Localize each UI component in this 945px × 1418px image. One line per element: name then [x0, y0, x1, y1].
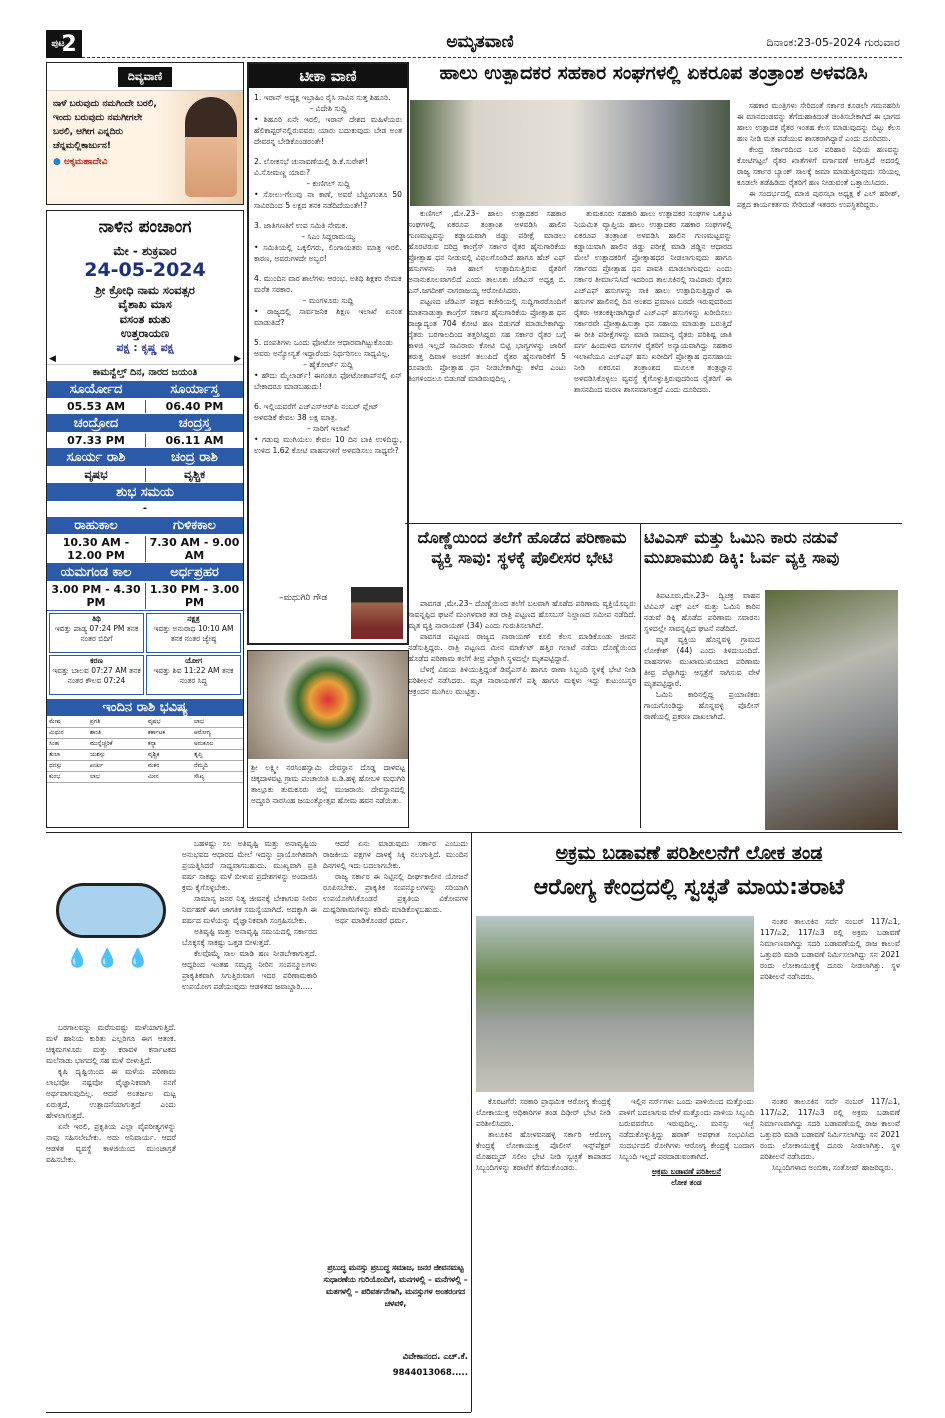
rasi-cell: ನೆಮ್ಮದಿ: [192, 760, 243, 771]
rasi-cell: ಲಾಭ: [192, 717, 243, 728]
paksha: ಪಕ್ಷ : ಕೃಷ್ಣ ಪಕ್ಷ: [116, 340, 174, 354]
tikavani-comment: • ಗಡುವು ಮುಗಿಯಲು ಕೇವಲ 10 ದಿನ ಬಾಕಿ ಉಳಿದಿದ್ದು, ಉಳಿದ 1.62 ಕೋಟಿ ವಾಹನಗಳಿಗೆ ಅಳವಡಿಸಲು ಸಾಧ್ಯವೇ?: [254, 435, 402, 455]
masa: ವೈಶಾಖ ಮಾಸ: [118, 297, 172, 312]
panchanga-cell-value: ಇವತ್ತು ಅನುರಾಧ 10:10 AM ತನಕ ನಂತರ ಜ್ಯೇಷ್ಠ: [153, 623, 234, 643]
article5-col3: [323, 838, 468, 1238]
tikavani-source: – ಮಂಗಳೂರು ಸುದ್ದಿ: [302, 296, 354, 305]
rasi-cell: ಸೌಖ್ಯ: [192, 771, 243, 782]
special-day: ಕಾಮನ್ವೆಲ್ತ್ ದಿನ, ನಾರದ ಜಯಂತಿ: [47, 364, 243, 381]
rasi-cell: ತೃಪ್ತಿ: [192, 749, 243, 760]
paragraph: ಸಿಬ್ಬಂದಿಗಳಾದ ಅಂಬಿಕಾ, ಸಂತೋಷ್ ಹಾಜರಿದ್ದರು.: [772, 1163, 894, 1172]
rasi-cell: ಪ್ರಗತಿ: [88, 717, 146, 728]
tikavani-box: [247, 62, 409, 645]
rain-cloud-illustration: [46, 838, 176, 1018]
paragraph: ತಿಪಟೂರು,ಮೇ.23– ದ್ವಿಚಕ್ರ ವಾಹನ ಟಿವಿಎಸ್ ಎಕ್ಸ್ ಎಲ್ ಮತ್ತು ಓಮಿನಿ ಕಾರಿನ ನಡುವೆ ಡಿಕ್ಕಿ ಹೊಡೆದ ಪರಿಣಾಮ ಸವಾರನು ಸ್ಥಳದಲ್ಲೇ ಸಾವನ್ನಪ್ಪಿದ ಘಟನೆ ನಡೆದಿದೆ.: [644, 591, 760, 633]
article2-body: [408, 598, 636, 828]
article1-photo: [410, 100, 730, 206]
rasi-row: [47, 727, 243, 738]
tikavani-item: [254, 92, 402, 147]
rasi-row: [47, 771, 243, 782]
panchanga-value: 07.33 PM: [67, 434, 125, 448]
panchanga-day: ಮೇ - ಶುಕ್ರವಾರ: [113, 244, 177, 259]
rasi-cell: ಧನಸ್ಸು: [47, 760, 88, 771]
rasi-row: [47, 749, 243, 760]
temple-photo: [248, 651, 408, 759]
article4-headline: ಆರೋಗ್ಯ ಕೇಂದ್ರದಲ್ಲಿ ಸ್ವಚ್ಛತೆ ಮಾಯ:ತರಾಟೆ: [533, 875, 845, 900]
panchanga-cell: [49, 655, 144, 695]
article3-headline: ಟಿವಿಎಸ್ ಮತ್ತು ಓಮಿನಿ ಕಾರು ನಡುವೆ ಮುಖಾಮುಖಿ ಡಿಕ್ಕಿ: ಓರ್ವ ವ್ಯಕ್ತಿ ಸಾವು: [644, 528, 840, 567]
panchanga-heading: ರಾಹುಕಾಲ: [74, 517, 118, 533]
paragraph: ತಾಲೂಕಿನ ಹೋಳವನಹಳ್ಳಿ ಸರ್ಕಾರಿ ಆರೋಗ್ಯ ಕೇಂದ್ರಕ್ಕೆ ಲೋಕಾಯುಕ್ತ ಪೊಲೀಸ್ ಇನ್ಸ್‌ಪೆಕ್ಟರ್ ಮೊಹಮ್ಮದ್ ಸಲೀಂ ಭೇಟಿ ನೀಡಿ ಸ್ವಚ್ಛತೆ ಕಾಪಾಡದ ಸಿಬ್ಬಂದಿಗಳನ್ನು ತರಾಟೆಗೆ ತೆಗೆದುಕೊಂಡರು.: [476, 1130, 611, 1172]
panchanga-heading: ಸೂರ್ಯ ರಾಶಿ: [66, 450, 126, 466]
article5-col2: [182, 838, 317, 1410]
paragraph: ಈ ಸಂದರ್ಭದಲ್ಲಿ ಮಾಜಿ ಪುರಸಭಾ ಅಧ್ಯಕ್ಷ ಕೆ ಎಲ್ ಹರೀಶ್, ಪಕ್ಷದ ಕಾರ್ಯಕರ್ತರು ಸೇರಿದಂತೆ ಇತರರು ಉಪಸ್ಥಿತರಿದ್ದರು.: [737, 189, 900, 209]
rasi-cell: ಮೇಷ: [47, 717, 88, 728]
divider: [46, 832, 902, 833]
temple-news-box: [247, 650, 409, 828]
rasi-cell: ಮುನ್ನೆಚ್ಚರಿಕೆ: [88, 738, 146, 749]
rasi-cell: ಮಕರ: [146, 760, 192, 771]
paragraph: ಬೆಳಗ್ಗೆ ವಿಷಯ ತಿಳಿಯುತ್ತಿದ್ದಂತೆ ಡಿವೈಎಸ್‌ಪಿ ಹಾಗೂ ಠಾಣಾ ಸಿಬ್ಬಂದಿ ಸ್ಥಳಕ್ಕೆ ಭೇಟಿ ನೀಡಿ ಪರಿಶೀಲನೆ ನಡೆಸಿದರು. ಮೃತ ನಾರಾಯಣ್‌ಗೆ ಪತ್ನಿ ಹಾಗೂ ಮಕ್ಕಳು ಇದ್ದು ಕುಟುಂಬಸ್ಥರ ಆಕ್ರಂದನ ಮುಗಿಲು ಮುಟ್ಟಿತ್ತು.: [408, 665, 636, 696]
panchanga-value: ವೃಷಭ: [84, 468, 108, 482]
paragraph: ರಾಜ್ಯ ಸರ್ಕಾರ ಈ ನಿಟ್ಟಿನಲ್ಲಿ ದೀರ್ಘಕಾಲೀನ ಯೋಜನೆ ರೂಪಿಸಬೇಕು. ಪ್ರಾಕೃತಿಕ ಸಂಪನ್ಮೂಲಗಳನ್ನು ಸರಿಯಾಗಿ ಉಪಯೋಗಿಸಿಕೊಂಡರೆ ಪ್ರಕೃತಿಯ ವಿಕೋಪಗಳ ದುಷ್ಪರಿಣಾಮಗಳನ್ನು ಕಡಿಮೆ ಮಾಡಿಕೊಳ್ಳಬಹುದು.: [323, 872, 468, 914]
panchanga-value: 06.40 PM: [145, 400, 243, 413]
masthead: ಅಮೃತವಾಣಿ: [446, 32, 514, 52]
article4-body-right-top: [760, 916, 900, 1092]
panchanga-cell-title: ನಕ್ಷತ್ರ: [187, 613, 200, 623]
paragraph: ನಂತರ ತಾಲೂಕಿನ ಸರ್ವೆ ನಂಬರ್ 117/ಎ1, 117/ಎ2, 117/ಎ3 ರಲ್ಲಿ ಅಕ್ರಮ ಬಡಾವಣೆ ನಿರ್ಮಾಣವಾಗಿದ್ದು ಸದರಿ ಬಡಾವಣೆಯಲ್ಲಿ ರಾಜ ಕಾಲುವೆ ಒತ್ತುವರಿ ಮಾಡಿ ಬಡಾವಣೆ ನಿರ್ಮಿಸಲಾಗಿದ್ದು ಸನ 2021 ರಂದು ಲೋಕಾಯುಕ್ತಕ್ಕೆ ದೂರು ನೀಡಲಾಗಿತ್ತು. ಸ್ಥಳ ಪರಿಶೀಲನೆ ನಡೆಸಿದರು.: [760, 1097, 900, 1161]
panchanga-cell-title: ಕರಣ: [90, 655, 103, 665]
panchanga-cell: [146, 655, 241, 695]
tikavani-item: [254, 273, 402, 328]
ayana: ಉತ್ತರಾಯಣ: [120, 326, 170, 341]
tikavani-comment: • ಹೌದು ಮೈಲಾರ್ಡ್! ಈಗಂತೂ ಫೋಟೋಶಾಪ್‌ನಲ್ಲಿ ಏನ್ ಬೇಕಾದರೂ ಮಾಡಬಹುದು!: [254, 371, 402, 391]
rasi-cell: ತುಲಾ: [47, 749, 88, 760]
article1-headline: ಹಾಲು ಉತ್ಪಾದಕರ ಸಹಕಾರ ಸಂಘಗಳಲ್ಲಿ ಏಕರೂಪ ತಂತ್ರಾಂಶ ಅಳವಡಿಸಿ: [439, 62, 868, 84]
tikavani-news: 1. ಇರಾನ್ ಅಧ್ಯಕ್ಷ ಇಬ್ರಾಹಿಂ ರೈಸಿ ಸಾವಿನ ಸುತ್ತ ಶಿಹೂರಿ.: [254, 93, 391, 102]
rasi-cell: ಲಾಭ: [88, 771, 146, 782]
rasi-cell: ಕುಂಭ: [47, 771, 88, 782]
panchanga-cell-title: ತಿಥಿ: [92, 613, 101, 623]
tikavani-news: 4. ಮುಂದಿನ ವಾರ ಶಾಲೆಗಳು ಆರಂಭ. ಅತಿಥಿ ಶಿಕ್ಷಕರ ನೇಮಕ ಮರೆತ ಸರಕಾರ.: [254, 274, 402, 294]
divider: [640, 523, 641, 828]
article5-phone: 9844013068.....: [392, 1368, 468, 1378]
tikavani-source: – ಸಿಎಂ ಸಿದ್ದರಾಮಯ್ಯ: [301, 232, 355, 241]
rasi-table: [47, 717, 243, 783]
panchanga-value-row: [47, 433, 243, 449]
rasi-cell: ಮಿಥುನ: [47, 727, 88, 738]
quote-author: ಅಕ್ಕಮಹಾದೇವಿ: [64, 157, 108, 167]
panchanga-cell-title: ಯೋಗ: [184, 655, 203, 665]
paragraph: ನಂತರ ತಾಲೂಕಿನ ಸರ್ವೆ ನಂಬರ್ 117/ಎ1, 117/ಎ2, 117/ಎ3 ರಲ್ಲಿ ಅಕ್ರಮ ಬಡಾವಣೆ ನಿರ್ಮಾಣವಾಗಿದ್ದು ಸದರಿ ಬಡಾವಣೆಯಲ್ಲಿ ರಾಜ ಕಾಲುವೆ ಒತ್ತುವರಿ ಮಾಡಿ ಬಡಾವಣೆ ನಿರ್ಮಿಸಲಾಗಿದ್ದು ಸನ 2021 ರಂದು ಲೋಕಾಯುಕ್ತಕ್ಕೆ ದೂರು ನೀಡಲಾಗಿತ್ತು. ಸ್ಥಳ ಪರಿಶೀಲನೆ ನಡೆಸಿದರು.: [760, 917, 900, 981]
panchanga-value-row: [47, 399, 243, 415]
panchanga-cell: [49, 613, 144, 653]
panchanga-heading: ಗುಳಿಕಕಾಲ: [145, 518, 243, 533]
rasi-row: [47, 717, 243, 728]
paragraph: ಪಾವಗಡ ಪಟ್ಟಣದ ರಾಜ್ಯದ ನಾರಾಯಣ್ ಕೂಲಿ ಕೆಲಸ ಮಾಡಿಕೊಂಡು ಜೀವನ ನಡೆಸುತ್ತಿದ್ದರು. ರಾತ್ರಿ ಪಟ್ಟಣದ ಮೀನ ಮಾರ್ಕೆಟ್ ಹತ್ತಿರ ಗಲಾಟೆ ನಡೆದು ದೊಣ್ಣೆಯಿಂದ ಹೊಡೆದ ಪರಿಣಾಮ ತಲೆಗೆ ತೀವ್ರ ಪೆಟ್ಟಾಗಿ ಸ್ಥಳದಲ್ಲೇ ಮೃತಪಟ್ಟಿದ್ದಾರೆ.: [408, 632, 636, 663]
panchanga-cell: [146, 613, 241, 653]
rasi-cell: ಶಾಂತಿ: [88, 727, 146, 738]
rasi-cell: ಖರ್ಚು: [88, 760, 146, 771]
raindrops-icon: 💧💧💧: [66, 948, 158, 969]
quote-line: ಚೆನ್ನಮಲ್ಲಿಕಾರ್ಜುನ!: [53, 141, 111, 151]
article5-author: ವಿವೇಕಾನಂದ. ಎಚ್.ಕೆ.: [402, 1352, 468, 1362]
quote-line: ಇಂದು ಬರುವುದು ನಮಗೀಗಲೇ: [53, 113, 143, 123]
divider: [405, 523, 902, 524]
rasi-cell: ಯಶಸ್ಸು: [88, 749, 146, 760]
panchanga-title: ನಾಳಿನ ಪಂಚಾಂಗ: [98, 217, 192, 237]
panchanga-value-row: [47, 582, 243, 611]
rasi-cell: ಕನ್ಯಾ: [146, 738, 192, 749]
page-label: ಪುಟ: [51, 38, 65, 49]
paragraph: ಬರಗಾಲವನ್ನು ಮರೆಸುವಷ್ಟು ಮಳೆಯಾಗುತ್ತಿದೆ. ಮಳೆ ಹಾನಿಯ ಕುರಿತು ಎಲ್ಲರಿಗೂ ಈಗ ಆತಂಕ. ಚಿಕ್ಕಮಗಳೂರು ಮತ್ತು ಕರಾವಳಿ ಕರ್ನಾಟಕದ ಮಲೆನಾಡು ಭಾಗದಲ್ಲಿ ಸಹ ಮಳೆ ಬೀಳುತ್ತಿದೆ.: [46, 1023, 176, 1065]
panchanga-value: 1.30 PM - 3.00 PM: [145, 583, 243, 609]
header-divider: [82, 57, 902, 58]
article1-body-left: [408, 208, 732, 520]
divider: [471, 832, 472, 1412]
rasi-cell: ವೃಷಭ: [146, 717, 192, 728]
tikavani-comment: • ರಾಜ್ಯದಲ್ಲಿ ಸಾರ್ವಜನಿಕ ಶಿಕ್ಷಣ ಇಲಾಖೆ ಏನಂತ ಮಾಡುತಿದೆ?: [254, 307, 402, 327]
temple-caption: ಶ್ರೀ ಲಕ್ಷ್ಮೀ ನರಸಿಂಹಸ್ವಾಮಿ ದೇವಸ್ಥಾನ ದೊಡ್ಡ ದಾಳವಟ್ಟ ಚಿಕ್ಕದಾಳವಟ್ಟ ಗ್ರಾಮ ಪಂಚಾಯಿತಿ ಐ.ಡಿ.ಹಳ್ಳಿ ಹೋಬಳಿ ಮಧುಗಿರಿ ತಾಲ್ಲೂಕು ತುಮಕೂರು ಜಿಲ್ಲೆ ಮುಜರಾಯಿ ದೇವಸ್ಥಾನದಲ್ಲಿ ಅದ್ದೂರಿ ನಾರಸಿಂಹ ಜಯಂತ್ಯೋತ್ಸವ ಹೋಮ ಹವನ ನಡೆಯಿತು.: [251, 763, 405, 805]
tikavani-source: – ವಿದೇಶಿ ಸುದ್ದಿ: [309, 104, 347, 113]
tikavani-item: [254, 220, 402, 264]
paragraph: ಅತಿವೃಷ್ಟಿ ಮತ್ತು ಅನಾವೃಷ್ಟಿ ಸಮಯದಲ್ಲಿ ಸರ್ಕಾರದ ಬೊಕ್ಕಸಕ್ಕೆ ಸಾಕಷ್ಟು ಒತ್ತಡ ಬೀಳುತ್ತದೆ.: [182, 927, 317, 947]
rasi-row: [47, 738, 243, 749]
panchanga-heading-row: [47, 564, 243, 582]
panchanga-value-row: [47, 467, 243, 484]
tikavani-source: – ಹೈಕೋರ್ಟ್ ಸುದ್ದಿ: [303, 360, 353, 369]
article4-photo: [476, 916, 754, 1092]
tikavani-item: [254, 401, 402, 456]
panchanga-cell-value: ಇವತ್ತು ಪಾಡ್ಯ 07:24 PM ತನಕ ನಂತರ ಬಿದಿಗೆ: [54, 623, 139, 643]
quote-line: ನಾಳೆ ಬರುವುದು ನಮಗಿಂದೇ ಬರಲಿ,: [53, 99, 157, 109]
tikavani-news: 2. ಲೋಕಸಭೆ ಚುನಾವಣೆಯಲ್ಲಿ ಡಿ.ಕೆ.ಸುರೇಶ್! ವಿ.ಸೋಮಣ್ಣ ಯಾರು?: [254, 157, 369, 177]
panchanga-value: 7.30 AM - 9.00 AM: [145, 536, 243, 562]
panchanga-value: 05.53 AM: [66, 400, 126, 414]
panchanga-value: 3.00 PM - 4.30 PM: [51, 582, 141, 609]
author-photo: [351, 587, 403, 639]
article5-col1: [46, 1022, 176, 1410]
panchanga-heading: ಯಮಗಂಡ ಕಾಲ: [60, 564, 132, 580]
dateline: ದಿನಾಂಕ:23-05-2024 ಗುರುವಾರ: [766, 36, 900, 49]
panchanga-heading-row: [47, 381, 243, 399]
shubha-samaya-heading: ಶುಭ ಸಮಯ: [47, 484, 243, 502]
ritu: ವಸಂತ ಋತು: [119, 311, 171, 326]
tikavani-item: [254, 156, 402, 211]
article3-body: [644, 590, 760, 828]
panchanga-heading: ಚಂದ್ರಸ್ತ: [145, 416, 243, 431]
panchanga-heading: ಸೂರ್ಯಾಸ್ತ: [145, 382, 243, 397]
divyavani-quote: ನಾಳೆ ಬರುವುದು ನಮಗಿಂದೇ ಬರಲಿ, ಇಂದು ಬರುವುದು ನಮಗೀಗಲೇ ಬರಲಿ, ಆಗೀಗ ಎನ್ನದಿರು ಚೆನ್ನಮಲ್ಲಿಕಾರ್ಜುನ! ● ಅಕ್ಕಮಹಾದೇವಿ: [53, 97, 183, 169]
panchanga-box: [46, 210, 244, 828]
paragraph: ಕೇಂದ್ರ ಸರ್ಕಾರದಿಂದ ಬರ ಪರಿಹಾರ ನಿಧಿಯ ಹಣವನ್ನು ಕೋಟಿಗಟ್ಟಲೆ ರೈತರ ಖಾತೆಗಳಿಗೆ ವರ್ಗಾವಣೆ ಆಗುತ್ತಿದೆ ಅದರಲ್ಲಿ ರಾಜ್ಯ ಸರ್ಕಾರ ಬ್ಯಾಂಕ್ ಸಾಲಕ್ಕೆ ಜಮಾ ಮಾಡುತ್ತಿರುವುದು ಸರಿಯಲ್ಲ ಕೂಡಲೇ ತಡೆಹಿಡಿದು ರೈತರಿಗೆ ಹಣ ನೀಡುವಂತೆ ಒತ್ತಾಯಿಸಿದರು.: [737, 145, 900, 187]
divyavani-title: ದಿವ್ಯವಾಣಿ: [118, 67, 172, 87]
panchanga-heading-row: [47, 415, 243, 433]
inline-kicker: ಲೋಕ ತಂಡ: [671, 1178, 702, 1187]
panchanga-heading-row: [47, 449, 243, 467]
panchanga-heading: ಚಂದ್ರೋದ: [73, 416, 119, 432]
article4-kicker: ಅಕ್ರಮ ಬಡಾವಣೆ ಪರಿಶೀಲನೆಗೆ ಲೋಕ ತಂಡ: [555, 842, 823, 864]
paragraph: ಅರ್ಥ ಮಾಡಿಕೊಂಡರೆ ಧರ್ಮ.: [335, 916, 408, 925]
paragraph: ಕೆಲವೊಮ್ಮೆ ಸಾಲ ಮಾಡಿ ಹಣ ನೀಡಬೇಕಾಗುತ್ತದೆ. ಆದ್ದರಿಂದ ಇಂತಹ ಸಮೃದ್ಧ ನೀರಿನ ಸಂಪನ್ಮೂಲಗಳು ಪ್ರಾಕೃತಿಕವಾಗಿ ಸಿಗುತ್ತಿರುವಾಗ ಇದರ ಪರಿಣಾಮಕಾರಿ ಉಪಯೋಗ ಪಡೆಯುವುದು ಆಡಳಿತದ ಜವಾಬ್ದಾರಿ.....: [182, 949, 317, 991]
tikavani-news: 5. ದಂಪತಿಗಳು ಒಂದು ಫೋಟೋ ಆಧಾರವಾಗಿಟ್ಟುಕೊಂಡು ಅವರು ಅನ್ಯೋನ್ಯತೆ ಇದ್ದಾರೆಂದು ನಿರ್ಧರಿಸಲು ಸಾಧ್ಯವಿಲ್ಲ.: [254, 338, 393, 358]
tikavani-news: 6. ಇಲ್ಲಿಯವರೆಗೆ ಎಚ್‌ಎಸ್‌ಆರ್‌ಪಿ ನಂಬರ್ ಪ್ಲೇಟ್ ಅಳವಡಿಕೆ ಕೇವಲ 38 ಲಕ್ಷ ಮಾತ್ರ.: [254, 402, 379, 422]
tikavani-source: – ಕುಣಿಗಲ್ ಸುದ್ದಿ: [306, 179, 350, 188]
paragraph: ಮೃತ ವ್ಯಕ್ತಿಯ ಹೊನ್ನವಳ್ಳಿ ಗ್ರಾಮದ ಲೋಕೇಶ್ (44) ಎಂದು ತಿಳಿದುಬಂದಿದೆ. ವಾಹನಗಳು ಮುಖಾಮುಖಿಯಾದ ಪರಿಣಾಮ ತೀವ್ರ ಪೆಟ್ಟಾಗಿದ್ದು ಆಸ್ಪತ್ರೆಗೆ ಸಾಗಿಸುವ ವೇಳೆ ಮೃತಪಟ್ಟಿದ್ದಾರೆ.: [644, 635, 760, 688]
paragraph: ತುಮಕೂರು ಸಹಕಾರಿ ಹಾಲು ಉತ್ಪಾದಕರ ಸಂಘಗಳ ಒಕ್ಕೂಟ ನಿಯಮಿತ ವ್ಯಾಪ್ತಿಯ ಹಾಲು ಉತ್ಪಾದಕರ ಸಹಕಾರ ಸಂಘಗಳಲ್ಲಿ ಏಕರೂಪ ತಂತ್ರಾಂಶ ಅಳವಡಿಸಿ ಹಾಲಿನ ಗುಣಮಟ್ಟವನ್ನು ಕಡ್ಡಾಯವಾಗಿ ಹಾಲಿನ ಜಿಡ್ಡು ಪರೀಕ್ಷೆ ಮಾಡಿ ಜಿಡ್ಡಿನ ಆಧಾರದ ಮೇಲೆ ಉತ್ಪಾದಕರಿಗೆ ಪ್ರೋತ್ಸಾಹಧರ ನೀಡಲಾಗುವುದು ಹಾಗೂ ಸರ್ಕಾರದ ಪ್ರೋತ್ಸಾಹ ಧನ ಪಾವತಿ ಮಾಡಲಾಗುವುದು ಎಂದು ಸರ್ಕಾರ ತೀರ್ಮಾನಿಸಿದೆ ಇದರಿಂದ ತಾಲೂಕಿನಲ್ಲಿ ಸಾವಿರಾರು ರೈತರು ಎಚ್‌ಎಫ್ ಹಸುಗಳನ್ನು ಸಾಕಿ ಹಾಲು ಉತ್ಪಾದಿಸುತ್ತಿದ್ದಾರೆ ಈ ಹಸುಗಳ ಹಾಲಿನಲ್ಲಿ ದಿನ ಅಂಶದ ಪ್ರಮಾಣ ಬರದೇ ಇರುವುದರಿಂದ ರೈತರು ಆತಂಕಕ್ಕೀಡಾಗಿದ್ದಾರೆ ಎಚ್‌ಎಫ್ ಹಸುಗಳನ್ನು ಖರೀದಿಸಲು ಸರ್ಕಾರವೇ ಪ್ರೋತ್ಸಾಹಿಸುತ್ತಾ ಧನ ಸಹಾಯ ಮಾಡುತ್ತಾ ಬರುತ್ತಿದೆ ಈ ರೀತಿ ಪರೀಕ್ಷೆಗಳನ್ನು ಮಾಡಿ ಸಾಮಾನ್ಯ ರೈತರು ಪರಿಶಿಷ್ಟ ಜಾತಿ ವರ್ಗ ಹಿಂದುಳಿದ ವರ್ಗಗಳ ರೈತರಿಗೆ ಅನ್ಯಾಯವಾಗಿದ್ದು ಸಹಕಾರ ಇಲಾಖೆಯೂ ಎಚ್‌ಎಫ್ ಹಸು ಖರೀದಿಗೆ ಪ್ರೋತ್ಸಾಹ ಧನಸಹಾಯ ನೀಡಿ ಏಕರೂಪ ತಂತ್ರಾಂಶದ ಮೂಲಕ ತಂತ್ರಜ್ಞಾನ ಅಳವಡಿಸಿಕೊಳ್ಳಲು ವ್ಯವಸ್ಥೆ ಕೈಗೊಳ್ಳುತ್ತಿರುವುದರಿಂದ ರೈತರಿಗೆ ಈ ಶಾಸನದಿಂದ ಮರಣ ಶಾಸನವಾಗುತ್ತದೆ ಎಂದು ದೂರಿದರು.: [574, 209, 732, 394]
page-number-badge: [46, 30, 82, 58]
rasi-row: [47, 760, 243, 771]
panchanga-date: 24-05-2024: [84, 259, 206, 282]
paragraph: ಪಾವಗಡ ,ಮೇ.23– ದೊಣ್ಣೆಯಿಂದ ತಲೆಗೆ ಬಲವಾಗಿ ಹೊಡೆದ ಪರಿಣಾಮ ವ್ಯಕ್ತಿಯೊಬ್ಬರು ಸಾವನ್ನಪ್ಪಿದ ಘಟನೆ ಮಂಗಳವಾರ ತಡ ರಾತ್ರಿ ಪಟ್ಟಣದ ಹೊಸಬಸ್ ನಿಲ್ದಾಣದ ಸಮೀಪ ನಡೆದಿದೆ. ಮೃತ ವ್ಯಕ್ತಿ ನಾರಾಯಣ್ (34) ಎಂದು ಗುರುತಿಸಲಾಗಿದೆ.: [408, 599, 636, 630]
panchanga-heading: ಅರ್ಧಪ್ರಹರ: [145, 565, 243, 580]
tikavani-source: – ಸಾರಿಗೆ ಇಲಾಖೆ: [306, 424, 350, 433]
rasi-title: ಇಂದಿನ ರಾಶಿ ಭವಿಷ್ಯ: [47, 699, 243, 717]
tikavani-news: 3. ಜಾತಿಗಣತಿಗೆ ಉಪ ಸಮಿತಿ ನೇಮಕ.: [254, 221, 348, 230]
prev-arrow-icon[interactable]: ◀: [49, 354, 56, 365]
rasi-cell: ಸಿಂಹ: [47, 738, 88, 749]
article1-body-right: [737, 100, 900, 520]
panchanga-value: 06.11 AM: [145, 434, 243, 447]
panchanga-value: ವೃಶ್ಚಿಕ: [145, 468, 243, 482]
rasi-cell: ಕರ್ಕಾಟಕ: [146, 727, 192, 738]
rasi-cell: ಅನುಕೂಲ: [192, 738, 243, 749]
article2-headline: ದೊಣ್ಣೆಯಿಂದ ತಲೆಗೆ ಹೊಡೆದ ಪರಿಣಾಮ ವ್ಯಕ್ತಿ ಸಾವು: ಸ್ಥಳಕ್ಕೆ ಪೊಲೀಸರ ಭೇಟಿ: [417, 528, 627, 567]
paragraph: ಬಹಳಷ್ಟು ಸಲ ಅತಿವೃಷ್ಟಿ ಮತ್ತು ಅನಾವೃಷ್ಟಿಯ ಅನುಭವದ ಆಧಾರದ ಮೇಲೆ ಇದನ್ನು ಪ್ರಾಯೋಗಿಕವಾಗಿ ಪ್ರಯತ್ನಿಸಿದರೆ ಸಾಧ್ಯವಾಗಬಹುದು. ಮುಖ್ಯವಾಗಿ ಪ್ರತಿ ವರ್ಷ ಸಾಕಷ್ಟು ಮಳೆ ಬೀಳುವ ಪ್ರದೇಶಗಳನ್ನು ಅಂದಾಜಿಸಿ ಕ್ರಮ ಕೈಗೊಳ್ಳಬೇಕು.: [182, 839, 317, 892]
akkamahadevi-illustration: [185, 97, 237, 197]
next-arrow-icon[interactable]: ▶: [234, 354, 241, 365]
panchanga-value-row: [47, 535, 243, 564]
panchanga-heading: ಸೂರ್ಯೋದ: [69, 382, 123, 398]
shubha-samaya-value: -: [142, 503, 148, 515]
paragraph: ಪಟ್ಟಣದ ಜೆಡಿಎಸ್ ಪಕ್ಷದ ಕಚೇರಿಯಲ್ಲಿ ಸುದ್ದಿಗಾರರೊಂದಿಗೆ ಮಾತನಾಡುತ್ತಾ ಕಾಂಗ್ರೆಸ್ ಸರ್ಕಾರ ಹೈನುಗಾರಿಕೆಯ ಪ್ರೋತ್ಸಾಹ ಧನ ರಾಜ್ಯಾದ್ಯಂತ 704 ಕೋಟಿ ಹಣ ಬಿಡುಗಡೆ ಮಾಡಬೇಕಾಗಿದ್ದು ರೈತರು ಬರಗಾಲದಿಂದ ತತ್ತರಿಸಿದ್ದರು ಸಹ ಸರ್ಕಾರ ರೈತರ ಬಗ್ಗೆ ಕಾಳಜಿ ಇಲ್ಲದೆ ಸಾವಿರಾರು ಕೋಟಿ ಬಿಟ್ಟಿ ಭಾಗ್ಯಗಳನ್ನು ಜಾರಿಗೆ ತರುತ್ತ ದಿವಾಳಿ ಅಂಚಿಗೆ ತಲುಪಿದೆ ರೈತರ ಹೈನುಗಾರಿಕೆಗೆ 5 ರೂಪಾಯಿ ಪ್ರೋತ್ಸಾಹ ಧನ ನೀಡಬೇಕಾಗಿದ್ದು ಕಳೆದ ಎಂಟು ತಿಂಗಳಿಂದಲೂ ಬಿಡುಗಡೆ ಮಾಡಿರುವುದಿಲ್ಲ .: [408, 297, 566, 383]
paragraph: ಸಹಕಾರ ಮಂತ್ರಿಗಳು ಸೇರಿದಂತೆ ಸರ್ಕಾರ ಕೂಡಲೇ ಗಮನಹರಿಸಿ ಈ ಮಾನದಂಡವನ್ನು ತೆಗೆದುಹಾಕಿದಂತೆ ಚಿಂತಿಸಬೇಕಾಗಿದೆ ಈ ಭಾಗದ ಹಾಲು ಉತ್ಪಾದಕ ರೈತರ ಇಂತಹ ಕೆಲಸ ಮಾಡುವುದನ್ನು ಬಿಟ್ಟು ಕೆಲಸ ಹಣ ನೀಡಿ ಮತ ಪಡೆಯುವ ಶಾಸಕರಾಗಿದ್ದಾರೆ ಎಂದು ದೂರಿದರು.: [737, 101, 900, 143]
page-number: 2: [61, 31, 77, 57]
divider: [46, 1412, 471, 1413]
tikavani-comment: • ಸಮಿತಿಯಲ್ಲಿ ಒಕ್ಕಲಿಗರು, ಲಿಂಗಾಯತರು ಮಾತ್ರ ಇರಲಿ. ಕಾರಣ, ಅವರುಗಳದೇ ಅಬ್ಬರ!: [254, 243, 402, 263]
article4-body: [476, 1096, 754, 1410]
article5-closing: ಪ್ರಬುದ್ಧ ಮನಸ್ಸು ಪ್ರಬುದ್ಧ ಸಮಾಜ, ಜನರ ಜೀವನಮಟ್ಟ ಸುಧಾರಣೆಯ ಗುರಿಯೊಂದಿಗೆ, ಮನಗಳಲ್ಲಿ – ಮನೆಗಳಲ್ಲಿ – ಮತಗಳಲ್ಲಿ – ಪರಿವರ್ತನೆಗಾಗಿ, ಮನಸ್ಸುಗಳ ಅಂತರಂಗದ ಚಳವಳಿ,: [323, 1263, 468, 1308]
tikavani-comment: • ಸೋಲು-ಗೆಲುವು ನಾ ಕಾಣೆ, ಅವರೆ ಬೆಟ್ಟಿಂಗಂತೂ 50 ಸಾವಿರದಿಂದ 5 ಲಕ್ಷದ ತನಕ ನಡೆದಿದೆಯಂತೇ!?: [254, 190, 402, 210]
paragraph: ಓಮಿನಿ ಕಾರಿನಲ್ಲಿದ್ದ ಪ್ರಯಾಣಿಕರು ಗಾಯಗೊಂಡಿದ್ದು ಹೊನ್ನವಳ್ಳಿ ಪೊಲೀಸ್ ಠಾಣೆಯಲ್ಲಿ ಪ್ರಕರಣ ದಾಖಲಾಗಿದೆ.: [644, 690, 760, 721]
paragraph: ಆದರೆ ಏನು ಮಾಡುವುದು ಸರ್ಕಾರ ಎಂಬುದು ರಾಜಕೀಯ ಪಕ್ಷಗಳ ದಾಳಕ್ಕೆ ಸಿಕ್ಕಿ ನಲುಗುತ್ತಿದೆ. ಮುಂದಿನ ದಿನಗಳಲ್ಲಿ ಇದು ಬದಲಾಗಬೇಕು.: [323, 839, 468, 870]
inline-kicker: ಅಕ್ರಮ ಬಡಾವಣೆ ಪರಿಶೀಲನೆ: [652, 1167, 721, 1176]
panchanga-value: 10.30 AM - 12.00 PM: [62, 535, 130, 562]
rasi-cell: ವೃಶ್ಚಿಕ: [146, 749, 192, 760]
tikavani-title: ಟೀಕಾ ವಾಣಿ: [249, 64, 407, 88]
tikavani-author: –ಮಧುಗಿರಿ ಗೌಡ: [279, 593, 328, 603]
paragraph: ಕುಣಿಗಲ್ ,ಮೇ.23– ಹಾಲು ಉತ್ಪಾದಕರ ಸಹಕಾರ ಸಂಘಗಳಲ್ಲಿ ಏಕರೂಪ ತಂತ್ರಾಂಶ ಅಳವಡಿಸಿ ಹಾಲಿನ ಗುಣಮಟ್ಟವನ್ನು ಕಡ್ಡಾಯವಾಗಿ ಜಿಡ್ಡು ಪರೀಕ್ಷೆ ಮಾಡಲು ಹೊರಟಿರುವ ದರಿದ್ರ ಕಾಂಗ್ರೆಸ್ ಸರ್ಕಾರ ರೈತರ ಹೈನುಗಾರಿಕೆಯ ಪ್ರೋತ್ಸಾಹ ಧನ ನೀಡುವಲ್ಲಿ ವಿಫಲಗೊಂಡಿದೆ ಹಾಗೂ ಹೆಚ್ ಎಫ್ ಹಸುಗಳನು ಸಾಕಿ ಹಾಲ್ ಉತ್ಪಾದಿಸುತ್ತಿರುವ ರೈತರಿಗೆ ಅನಾನುಕೂಲವಾಗಲಿದೆ ಎಂದು ತಾಲೂಕು ಜೆಡಿಎಸ್ ಅಧ್ಯಕ್ಷ ಬಿ. ಎನ್.ಜಗದೀಶ್ ನಾಗರಾಜಯ್ಯ ಆರೋಪಿಸಿದರು.: [408, 209, 566, 295]
article4-body-right: [760, 1096, 900, 1410]
samvatsara: ಶ್ರೀ ಕ್ರೋಧಿ ನಾಮ ಸಂವತ್ಸರ: [95, 283, 195, 297]
accident-photo: [765, 590, 898, 830]
paragraph: ಸಾಮಾನ್ಯ ಜನರ ನಿತ್ಯ ಜೀವನಕ್ಕೆ ಬೇಕಾಗುವ ನೀರಿನ ನಿರ್ವಹಣೆ ಈಗ ಜಾಗತಿಕ ಸಮಸ್ಯೆಯಾಗಿದೆ. ಅದಕ್ಕಾಗಿ ಈ ವರ್ಷದ ಮಳೆಯನ್ನು ವೈಜ್ಞಾನಿಕವಾಗಿ ಸಂಗ್ರಹಿಸಬೇಕು.: [182, 894, 317, 925]
rasi-cell: ಆರೋಗ್ಯ: [192, 727, 243, 738]
paragraph: ಏನೇ ಇರಲಿ, ಪ್ರಕೃತಿಯ ಎಲ್ಲಾ ವೈಪರೀತ್ಯಗಳನ್ನು ನಾವು ಸಹಿಸಲೇಬೇಕು. ಅದು ಅನಿವಾರ್ಯ. ಆದರೆ ಆಡಳಿತ ವ್ಯವಸ್ಥೆ ಕಾಳಜಿಯಿಂದ ಮುಂಜಾಗ್ರತೆ ವಹಿಸಬೇಕು.: [46, 1122, 176, 1164]
tikavani-item: [254, 337, 402, 392]
panchanga-cell-value: ಇವತ್ತು ಶಿವ 11:22 AM ತನಕ ನಂತರ ಸಿದ್ಧ: [153, 665, 234, 685]
panchanga-cell-value: ಇವತ್ತು ಬಾಲವ 07:27 AM ತನಕ ನಂತರ ಕೌಲವ 07:24: [52, 665, 141, 685]
divyavani-box: [46, 62, 244, 205]
paragraph: ಇಲ್ಲಿನ ನರ್ಸ್‌ಗಳು ಒಂದು ಪಾಳಿಯಿಂದ ಮತ್ತೊಂದು ಪಾಳಿಗೆ ಬದಲಾಗುವ ವೇಳೆ ಮತ್ತೊಂದು ಪಾಳಿಯ ಸಿಬ್ಬಂದಿ ಬರುವವರೆಗೂ ಇರುವುದಿಲ್ಲ. ಮನಸ್ಸು ಇಚ್ಛೆ ನಡೆದುಕೊಳ್ಳುತ್ತಿದ್ದು ಹಠಾತ್ ಅಪಘಾತ ಸಂಭವಿಸಿದ ಸಂದರ್ಭದಲಿ ರೋಗಿಗಳು ಆರೋಗ್ಯ ಕೇಂದ್ರಕ್ಕೆ ಬಂದಾಗ ಸಿಬ್ಬಂದಿ ಇಲ್ಲದೆ ಪರದಾಡುವಂತಾಗಿದೆ.: [619, 1097, 754, 1161]
paragraph: ಕೊರಟಗೆರೆ: ಸರಕಾರಿ ಪ್ರಾಥಮಿಕ ಆರೋಗ್ಯ ಕೇಂದ್ರಕ್ಕೆ ಲೋಕಾಯುಕ್ತ ಅಧಿಕಾರಿಗಳ ತಂಡ ದಿಢೀರ್ ಭೇಟಿ ನೀಡಿ ಪರಿಶೀಲಿಸಿದರು.: [476, 1097, 611, 1128]
tikavani-comment: • ಶಿಹೂರಿ ಏನೇ ಇರಲಿ, ಇರಾನ್ ದೇಶದ ಮಹಿಳೆಯರು ಹೆಲಿಕಾಪ್ಟರ್‌ನಲ್ಲಿರುವವರು ಯಾರು ಬದುಕುವುದು ಬೇಡ ಅಂತ ದೇವರನ್ನ ಬೇಡಿಕೊಂಡರಂತೇ!: [254, 115, 402, 146]
rasi-cell: ಮೀನ: [146, 771, 192, 782]
panchanga-heading: ಚಂದ್ರ ರಾಶಿ: [145, 450, 243, 465]
quote-line: ಬರಲಿ, ಆಗೀಗ ಎನ್ನದಿರು: [53, 127, 124, 137]
paragraph: ಕೃಷಿ ದೃಷ್ಟಿಯಿಂದ ಈ ಮಳೆಯ ಪರಿಣಾಮ ಲಾಭವೋ ನಷ್ಟವೋ ವೈಜ್ಞಾನಿಕವಾಗಿ ನನಗೆ ಅರ್ಥವಾಗುವುದಿಲ್ಲ. ಆದರೆ ಅಂತರ್ಜಲ ಮಟ್ಟ ಏರುತ್ತದೆ, ಉತ್ಪಾದನೆಯಾಗುತ್ತದೆ ಎಂದು ಹೇಳಲಾಗುತ್ತದೆ.: [46, 1067, 176, 1120]
panchanga-heading-row: [47, 517, 243, 535]
